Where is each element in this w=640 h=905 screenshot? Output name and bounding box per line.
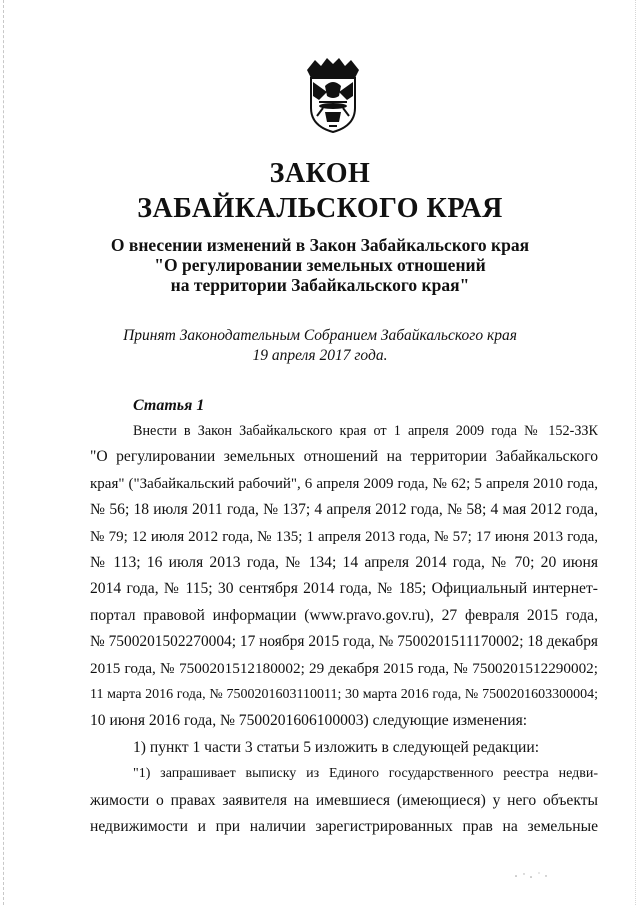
body-line: края" ("Забайкальский рабочий", 6 апреля 2009 года, № 62; 5 апреля 2010 года, <box>90 475 598 492</box>
body-line: № 79; 12 июля 2012 года, № 135; 1 апреля 2013 года, № 57; 17 июня 2013 года, <box>90 528 598 545</box>
law-subtitle-line-2: "О регулировании земельных отношений <box>154 255 486 275</box>
body-line: 11 марта 2016 года, № 7500201603110011; 30 марта 2016 года, № 7500201603300004; <box>90 687 598 703</box>
article-body <box>90 418 598 841</box>
body-line: портал правовой информации (www.pravo.gov.ru), 27 февраля 2015 года, <box>90 606 598 624</box>
body-line: "О регулировании земельных отношений на территории Забайкальского <box>90 448 598 466</box>
scan-edge-right <box>635 0 636 905</box>
article-heading: Статья 1 <box>133 397 205 414</box>
body-line: Внести в Закон Забайкальского края от 1 апреля 2009 года № 152-ЗЗК <box>133 423 598 439</box>
body-line: 2014 года, № 115; 30 сентября 2014 года, № 185; Официальный интернет- <box>90 580 598 598</box>
adoption-note-line-1: Принят Законодательным Собранием Забайкальского края <box>123 327 517 344</box>
scan-noise <box>512 868 552 882</box>
body-line: 10 июня 2016 года, № 7500201606100003) следующие изменения: <box>90 712 528 730</box>
body-line: жимости о правах заявителя на имевшиеся (имеющиеся) у него объекты <box>90 791 598 809</box>
body-line: № 56; 18 июля 2011 года, № 137; 4 апреля 2012 года, № 58; 4 мая 2012 года, <box>90 501 598 519</box>
law-subtitle-line-3: на территории Забайкальского края" <box>170 275 470 295</box>
body-line: № 113; 16 июля 2013 года, № 134; 14 апреля 2014 года, № 70; 20 июня <box>90 554 598 572</box>
body-line: недвижимости и при наличии зарегистрированных прав на земельные <box>90 818 598 836</box>
adoption-date: 19 апреля 2017 года. <box>252 347 388 364</box>
scan-edge-left <box>3 0 4 905</box>
law-title: ЗАКОН <box>269 158 371 189</box>
law-subtitle-line-1: О внесении изменений в Закон Забайкальского края <box>110 235 530 255</box>
body-line: "1) запрашивает выписку из Единого государственного реестра недви- <box>133 766 598 782</box>
body-line: 2015 года, № 7500201512180002; 29 декабря 2015 года, № 7500201512290002; <box>90 659 598 677</box>
coat-of-arms-icon <box>303 56 363 134</box>
law-region-title: ЗАБАЙКАЛЬСКОГО КРАЯ <box>137 193 503 224</box>
body-line: № 7500201502270004; 17 ноября 2015 года, № 7500201511170002; 18 декабря <box>90 633 598 651</box>
body-line: 1) пункт 1 части 3 статьи 5 изложить в следующей редакции: <box>133 738 540 756</box>
